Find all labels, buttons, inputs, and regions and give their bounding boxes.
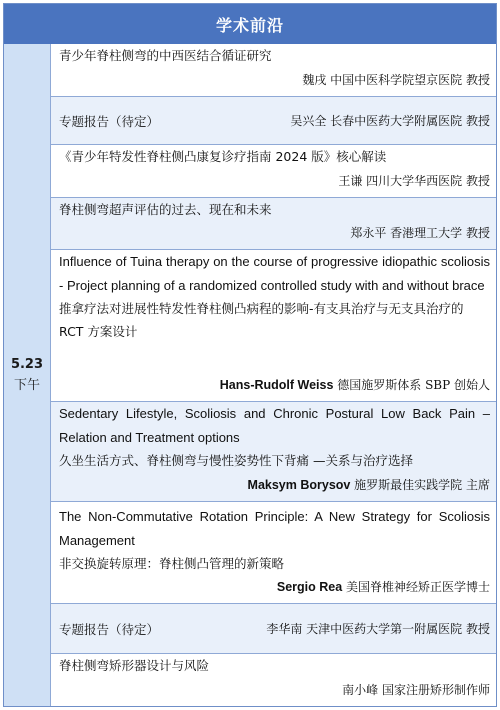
schedule-table (3, 3, 497, 707)
section-title: 学术前沿 (215, 15, 284, 35)
talk-title-en: The Non-Commutative Rotation Principle: A New Strategy for Scoliosis Management (59, 509, 490, 548)
talk-row (51, 654, 496, 706)
talk-title-zh: 推拿疗法对进展性特发性脊柱侧凸病程的影响-有支具治疗与无支具治疗的 RCT 方案设计 (59, 301, 464, 339)
speaker-name: Maksym Borysov (247, 478, 351, 492)
talk-speaker: 南小峰 国家注册矫形制作师 (342, 683, 490, 697)
talk-title-zh: 非交换旋转原理：脊柱侧凸管理的新策略 (59, 556, 285, 571)
talk-title: 专题报告（待定） (59, 113, 160, 129)
speaker-affiliation: 德国施罗斯体系 SBP 创始人 (333, 378, 490, 392)
talk-title: 专题报告（待定） (59, 621, 160, 637)
talk-speaker (248, 476, 490, 493)
talk-speaker (277, 578, 490, 595)
section-header (4, 4, 496, 44)
talk-row (51, 502, 496, 604)
talk-title-zh: 久坐生活方式、脊柱侧弯与慢性姿势性下背痛 —关系与治疗选择 (59, 453, 413, 468)
talk-speaker (220, 376, 490, 393)
talk-row (51, 97, 496, 145)
talk-speaker: 李华南 天津中医药大学第一附属医院 教授 (266, 622, 490, 636)
speaker-affiliation: 施罗斯最佳实践学院 主席 (350, 478, 490, 492)
talk-title: 青少年脊柱侧弯的中西医结合循证研究 (59, 48, 272, 63)
talk-title-en: Influence of Tuina therapy on the course of progressive idiopathic scoliosis - Project planning of a randomized controlled study with and without brace (59, 254, 490, 293)
session-period: 下午 (13, 378, 40, 393)
speaker-name: Sergio Rea (276, 580, 343, 594)
schedule-body (4, 44, 496, 706)
talk-speaker: 王谦 四川大学华西医院 教授 (338, 174, 490, 188)
talk-row (51, 145, 496, 198)
talk-row (51, 402, 496, 502)
talk-speaker: 魏戌 中国中医科学院望京医院 教授 (302, 73, 490, 87)
session-time-cell (4, 44, 51, 706)
talk-speaker: 吴兴全 长春中医药大学附属医院 教授 (290, 114, 490, 128)
speaker-affiliation: 美国脊椎神经矫正医学博士 (342, 580, 490, 594)
talk-title: 《青少年特发性脊柱侧凸康复诊疗指南 2024 版》核心解读 (59, 149, 387, 164)
talk-row (51, 604, 496, 654)
talk-row (51, 250, 496, 402)
talk-title: 脊柱侧弯超声评估的过去、现在和未来 (59, 202, 272, 217)
talk-title-en: Sedentary Lifestyle, Scoliosis and Chronic Postural Low Back Pain – Relation and Treatment options (59, 406, 490, 445)
talk-list (51, 44, 496, 706)
talk-title: 脊柱侧弯矫形器设计与风险 (59, 658, 210, 673)
talk-row (51, 44, 496, 97)
session-date: 5.23 (10, 357, 44, 372)
talk-speaker: 郑永平 香港理工大学 教授 (350, 226, 490, 240)
talk-row (51, 198, 496, 250)
speaker-name: Hans-Rudolf Weiss (219, 378, 334, 392)
